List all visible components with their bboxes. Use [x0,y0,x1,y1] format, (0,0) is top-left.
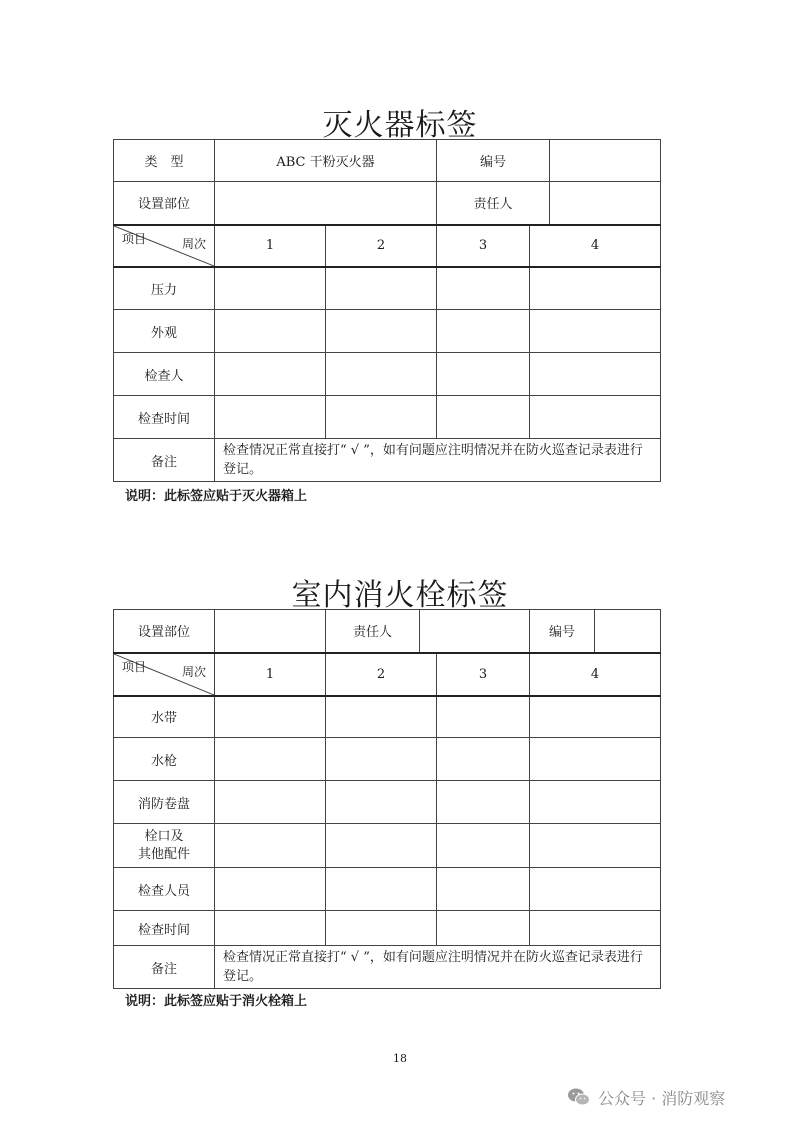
location-value-cell[interactable] [215,610,326,653]
week-header: 1 [215,225,326,267]
location-value-cell[interactable] [215,182,437,225]
check-cell[interactable] [215,911,326,946]
extinguisher-explain-note: 说明：此标签应贴于灭火器箱上 [125,489,308,504]
row-label: 检查时间 [114,396,215,439]
responsible-value-cell[interactable] [550,182,661,225]
check-cell[interactable] [215,696,326,738]
check-cell[interactable] [215,868,326,911]
check-cell[interactable] [215,310,326,353]
check-cell[interactable] [326,781,437,824]
table-row [114,781,661,824]
check-cell[interactable] [326,696,437,738]
check-cell[interactable] [437,868,530,911]
row-label: 检查时间 [114,911,215,946]
check-cell[interactable] [326,868,437,911]
responsible-label: 责任人 [326,610,420,653]
remark-label: 备注 [114,439,215,482]
check-cell[interactable] [530,353,661,396]
check-cell[interactable] [215,738,326,781]
number-value-cell[interactable] [550,140,661,182]
table-row [114,911,661,946]
page-number: 18 [393,1052,407,1065]
header-item-label: 项目 [122,231,147,246]
check-cell[interactable] [326,353,437,396]
hydrant-explain-note: 说明：此标签应贴于消火栓箱上 [125,994,308,1009]
check-cell[interactable] [437,696,530,738]
row-label: 水枪 [114,738,215,781]
table-row [114,396,661,439]
header-item-label: 项目 [122,659,147,674]
check-cell[interactable] [215,824,326,868]
type-label: 类 型 [114,140,215,182]
check-cell[interactable] [437,396,530,439]
location-label: 设置部位 [114,182,215,225]
check-cell[interactable] [530,396,661,439]
row-label: 压力 [114,267,215,310]
week-header: 3 [437,225,530,267]
check-cell[interactable] [530,868,661,911]
responsible-value-cell[interactable] [420,610,530,653]
hydrant-label-title: 室内消火栓标签 [291,578,509,613]
watermark-text: 公众号 · 消防观察 [598,1088,726,1108]
check-cell[interactable] [437,267,530,310]
check-cell[interactable] [215,353,326,396]
remark-text: 检查情况正常直接打“ √ ”，如有问题应注明情况并在防火巡查记录表进行登记。 [215,439,661,482]
wechat-icon [566,1084,592,1110]
check-cell[interactable] [326,310,437,353]
check-cell[interactable] [530,781,661,824]
item-week-header [114,653,215,696]
table-row [114,310,661,353]
week-header: 2 [326,225,437,267]
check-cell[interactable] [437,824,530,868]
row-label: 检查人 [114,353,215,396]
number-label: 编号 [437,140,550,182]
header-week-label: 周次 [181,236,206,251]
table-row [114,868,661,911]
table-row [114,696,661,738]
number-label: 编号 [530,610,595,653]
check-cell[interactable] [326,267,437,310]
week-header: 2 [326,653,437,696]
check-cell[interactable] [530,267,661,310]
number-value-cell[interactable] [595,610,661,653]
check-cell[interactable] [326,396,437,439]
row-label: 检查人员 [114,868,215,911]
responsible-label: 责任人 [437,182,550,225]
watermark [566,1084,725,1110]
check-cell[interactable] [215,781,326,824]
extinguisher-label-table [113,139,661,482]
item-week-header [114,225,215,267]
check-cell[interactable] [530,824,661,868]
check-cell[interactable] [530,738,661,781]
type-value: ABC 干粉灭火器 [215,140,437,182]
check-cell[interactable] [530,696,661,738]
check-cell[interactable] [215,267,326,310]
week-header: 4 [530,225,661,267]
header-week-label: 周次 [181,664,206,679]
row-label: 水带 [114,696,215,738]
row-label: 消防卷盘 [114,781,215,824]
check-cell[interactable] [437,781,530,824]
week-header: 1 [215,653,326,696]
check-cell[interactable] [437,738,530,781]
week-header: 3 [437,653,530,696]
extinguisher-label-title: 灭火器标签 [322,108,478,143]
table-row [114,824,661,868]
remark-text: 检查情况正常直接打“ √ ”，如有问题应注明情况并在防火巡查记录表进行登记。 [215,946,661,989]
check-cell[interactable] [437,353,530,396]
check-cell[interactable] [326,824,437,868]
table-row [114,353,661,396]
week-header: 4 [530,653,661,696]
row-label: 外观 [114,310,215,353]
hydrant-label-table [113,609,661,989]
check-cell[interactable] [530,911,661,946]
table-row [114,738,661,781]
check-cell[interactable] [437,911,530,946]
check-cell[interactable] [215,396,326,439]
location-label: 设置部位 [114,610,215,653]
check-cell[interactable] [326,738,437,781]
table-row [114,267,661,310]
check-cell[interactable] [437,310,530,353]
check-cell[interactable] [530,310,661,353]
check-cell[interactable] [326,911,437,946]
row-label: 栓口及 其他配件 [114,824,215,868]
remark-label: 备注 [114,946,215,989]
